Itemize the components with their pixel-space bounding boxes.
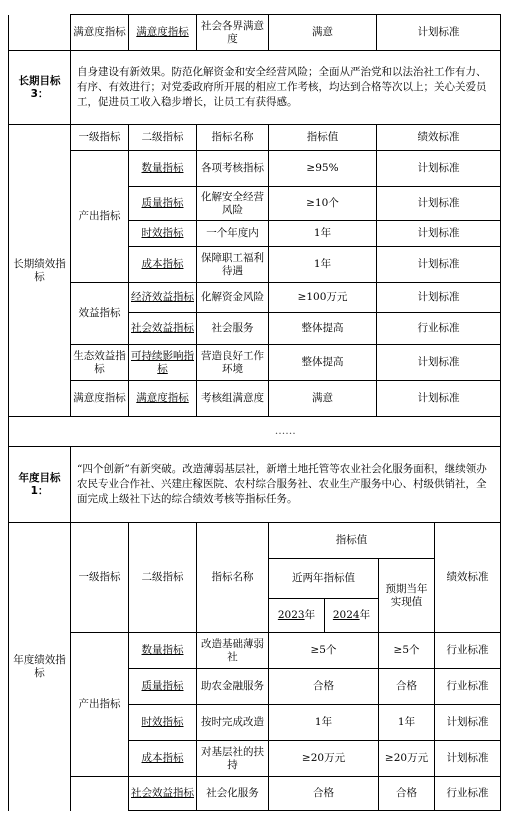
level2-cell: 满意度指标 <box>129 381 197 417</box>
satisfaction-label: 满意度指标 <box>71 381 129 417</box>
annual-goal-1-text: “四个创新”有新突破。改造薄弱基层社，新增土地托管等农业社会化服务面积，继续领办农民专业合作社、兴建庄稼医院、农村综合服务社、农业生产服务中心、村级供销社，全面完成上级社下达的综合绩效考核等指标任务。 <box>71 447 501 523</box>
table-row <box>9 381 501 417</box>
standard-cell: 行业标准 <box>435 633 501 669</box>
long-goal-3-label: 长期目标3： <box>9 51 71 125</box>
table-row <box>9 345 501 381</box>
value-cell: 满意 <box>269 15 377 51</box>
recent-value-cell: ≥5个 <box>269 633 379 669</box>
level2-cell: 满意度指标 <box>129 15 197 51</box>
level2-cell: 经济效益指标 <box>129 283 197 313</box>
level2-cell: 质量指标 <box>129 187 197 221</box>
long-perf-label: 长期绩效指标 <box>9 125 71 417</box>
recent-value-cell: 合格 <box>269 669 379 705</box>
value-cell: 1年 <box>269 221 377 247</box>
value-cell: 整体提高 <box>269 345 377 381</box>
level2-cell: 数量指标 <box>129 151 197 187</box>
level2-cell: 数量指标 <box>129 633 197 669</box>
indicator-name-cell: 各项考核指标 <box>197 151 269 187</box>
indicator-name-cell: 营造良好工作环境 <box>197 345 269 381</box>
header-standard: 绩效标准 <box>435 523 501 633</box>
satisfaction-row-top <box>9 15 501 51</box>
annual-header-row-1 <box>9 523 501 559</box>
indicator-name-cell: 社会各界满意度 <box>197 15 269 51</box>
value-cell: ≥10个 <box>269 187 377 221</box>
indicator-name-cell: 化解资金风险 <box>197 283 269 313</box>
indicator-name-cell: 助农金融服务 <box>197 669 269 705</box>
benefit-label: 效益指标 <box>71 283 129 345</box>
value-cell: ≥100万元 <box>269 283 377 313</box>
indicator-name-cell: 对基层社的扶持 <box>197 741 269 777</box>
header-standard: 绩效标准 <box>377 125 501 151</box>
header-expected: 预期当年实现值 <box>379 559 435 633</box>
value-cell: 满意 <box>269 381 377 417</box>
annual-perf-label: 年度绩效指标 <box>9 523 71 811</box>
header-year-2023: 2023年 <box>269 599 325 633</box>
standard-cell: 计划标准 <box>435 705 501 741</box>
indicator-name-cell: 改造基础薄弱社 <box>197 633 269 669</box>
header-year-2024: 2024年 <box>325 599 379 633</box>
table-row <box>9 151 501 187</box>
standard-cell: 计划标准 <box>377 345 501 381</box>
header-name: 指标名称 <box>197 125 269 151</box>
indicator-name-cell: 社会服务 <box>197 313 269 345</box>
standard-cell: 计划标准 <box>377 221 501 247</box>
long-goal-3-text: 自身建设有新效果。防范化解资金和安全经营风险；全面从严治党和以法治社工作有力、有序、有效进行；对党委政府所开展的相应工作考核，均达到合格等次以上；关心关爱员工，促进员工收入稳步增长，让员工有获得感。 <box>71 51 501 125</box>
table-row <box>9 777 501 811</box>
standard-cell: 计划标准 <box>377 381 501 417</box>
standard-cell: 计划标准 <box>377 151 501 187</box>
header-level2: 二级指标 <box>129 523 197 633</box>
expected-value-cell: ≥20万元 <box>379 741 435 777</box>
long-perf-header-row <box>9 125 501 151</box>
standard-cell: 行业标准 <box>435 669 501 705</box>
expected-value-cell: 合格 <box>379 669 435 705</box>
value-cell: ≥95% <box>269 151 377 187</box>
header-name: 指标名称 <box>197 523 269 633</box>
recent-value-cell: 合格 <box>269 777 379 811</box>
output-label: 产出指标 <box>71 151 129 283</box>
table-row <box>9 633 501 669</box>
level2-cell: 成本指标 <box>129 741 197 777</box>
annual-goal-1-row <box>9 447 501 523</box>
eco-label: 生态效益指标 <box>71 345 129 381</box>
level2-cell: 社会效益指标 <box>129 777 197 811</box>
standard-cell: 计划标准 <box>435 741 501 777</box>
value-cell: 整体提高 <box>269 313 377 345</box>
indicator-name-cell: 考核组满意度 <box>197 381 269 417</box>
standard-cell: 计划标准 <box>377 247 501 283</box>
header-value: 指标值 <box>269 523 435 559</box>
annual-performance-table <box>8 522 501 811</box>
output-label: 产出指标 <box>71 633 129 777</box>
level1-cell: 满意度指标 <box>71 15 129 51</box>
recent-value-cell: ≥20万元 <box>269 741 379 777</box>
recent-value-cell: 1年 <box>269 705 379 741</box>
performance-table <box>8 14 501 523</box>
header-recent: 近两年指标值 <box>269 559 379 599</box>
indicator-name-cell: 化解安全经营风险 <box>197 187 269 221</box>
long-goal-3-row <box>9 51 501 125</box>
expected-value-cell: 1年 <box>379 705 435 741</box>
table-row <box>9 283 501 313</box>
level2-cell: 质量指标 <box>129 669 197 705</box>
indicator-name-cell: 保障职工福利待遇 <box>197 247 269 283</box>
annual-goal-1-label: 年度目标1： <box>9 447 71 523</box>
value-cell: 1年 <box>269 247 377 283</box>
expected-value-cell: ≥5个 <box>379 633 435 669</box>
indicator-name-cell: 一个年度内 <box>197 221 269 247</box>
header-value: 指标值 <box>269 125 377 151</box>
standard-cell: 行业标准 <box>377 313 501 345</box>
standard-cell: 计划标准 <box>377 15 501 51</box>
header-level1: 一级指标 <box>71 125 129 151</box>
level2-cell: 时效指标 <box>129 705 197 741</box>
expected-value-cell: 合格 <box>379 777 435 811</box>
indicator-name-cell: 社会化服务 <box>197 777 269 811</box>
standard-cell: 行业标准 <box>435 777 501 811</box>
standard-cell: 计划标准 <box>377 187 501 221</box>
standard-cell: 计划标准 <box>377 283 501 313</box>
ellipsis-row <box>9 417 501 447</box>
indicator-name-cell: 按时完成改造 <box>197 705 269 741</box>
level2-cell: 成本指标 <box>129 247 197 283</box>
level2-cell: 时效指标 <box>129 221 197 247</box>
header-level2: 二级指标 <box>129 125 197 151</box>
header-level1: 一级指标 <box>71 523 129 633</box>
level2-cell: 可持续影响指标 <box>129 345 197 381</box>
ellipsis: …… <box>71 417 501 447</box>
level2-cell: 社会效益指标 <box>129 313 197 345</box>
